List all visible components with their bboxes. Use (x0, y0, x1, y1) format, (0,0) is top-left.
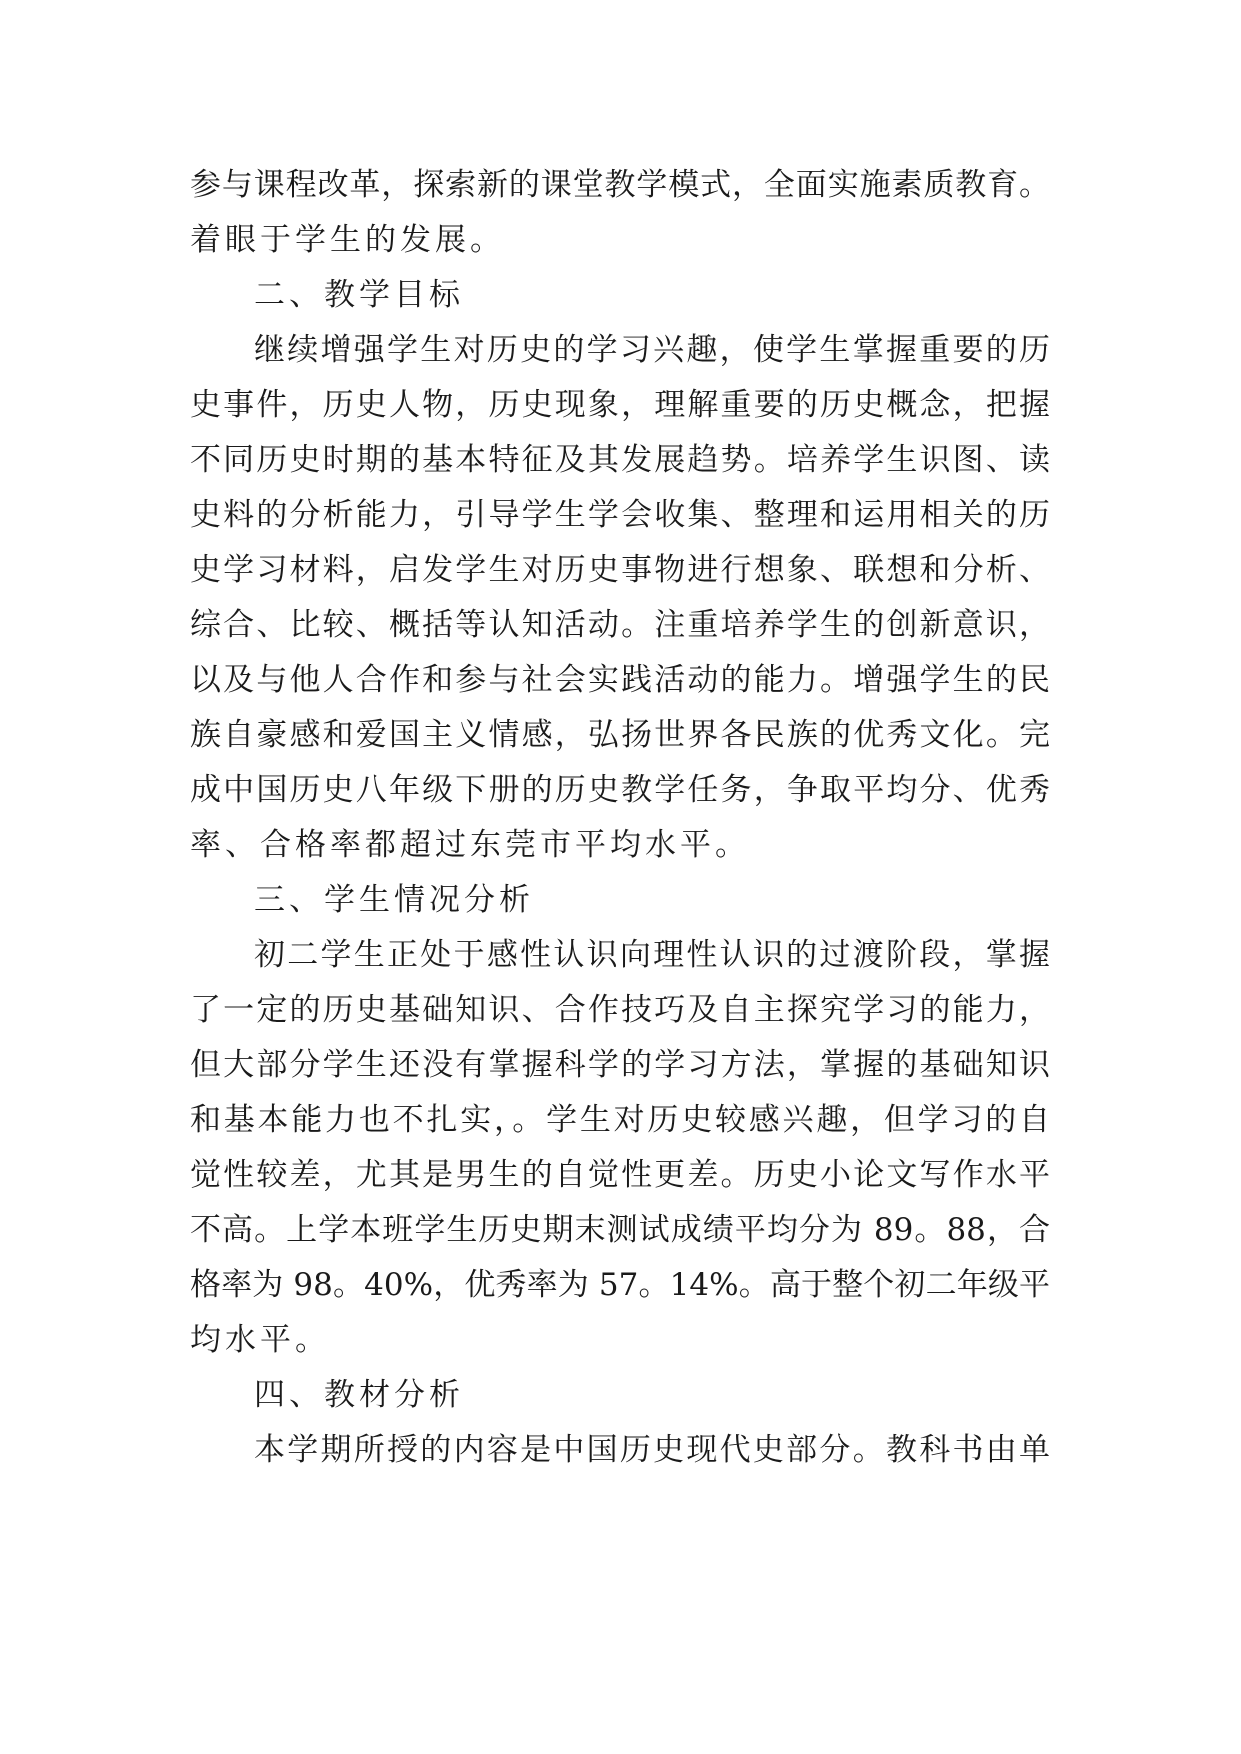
text-line: 史事件，历史人物，历史现象，理解重要的历史概念，把握 (190, 387, 1050, 423)
text-line: 成中国历史八年级下册的历史教学任务，争取平均分、优秀 (190, 772, 1050, 808)
text-line: 觉性较差，尤其是男生的自觉性更差。历史小论文写作水平 (190, 1157, 1050, 1193)
text-line: 本学期所授的内容是中国历史现代史部分。教科书由单 (254, 1432, 1050, 1468)
text-line: 格率为 98。40%，优秀率为 57。14%。高于整个初二年级平 (190, 1267, 1050, 1303)
text-line: 初二学生正处于感性认识向理性认识的过渡阶段，掌握 (254, 937, 1050, 973)
text-line: 以及与他人合作和参与社会实践活动的能力。增强学生的民 (190, 662, 1050, 698)
document-body (190, 158, 1050, 1478)
text-line: 了一定的历史基础知识、合作技巧及自主探究学习的能力， (190, 992, 1050, 1028)
text-line: 综合、比较、概括等认知活动。注重培养学生的创新意识， (190, 607, 1050, 643)
section-heading: 四、教材分析 (254, 1377, 464, 1413)
text-line: 均水平。 (190, 1322, 330, 1358)
text-line: 但大部分学生还没有掌握科学的学习方法，掌握的基础知识 (190, 1047, 1050, 1083)
text-line: 不高。上学本班学生历史期末测试成绩平均分为 89。88，合 (190, 1212, 1050, 1248)
text-line: 不同历史时期的基本特征及其发展趋势。培养学生识图、读 (190, 442, 1050, 478)
text-line: 参与课程改革，探索新的课堂教学模式，全面实施素质教育。 (190, 167, 1050, 203)
section-heading: 二、教学目标 (254, 277, 464, 313)
text-line: 率、合格率都超过东莞市平均水平。 (190, 827, 750, 863)
text-line: 族自豪感和爱国主义情感，弘扬世界各民族的优秀文化。完 (190, 717, 1050, 753)
section-heading: 三、学生情况分析 (254, 882, 534, 918)
text-line: 着眼于学生的发展。 (190, 222, 505, 258)
text-line: 继续增强学生对历史的学习兴趣，使学生掌握重要的历 (254, 332, 1050, 368)
text-line: 和基本能力也不扎实，。学生对历史较感兴趣，但学习的自 (190, 1102, 1050, 1138)
text-line: 史学习材料，启发学生对历史事物进行想象、联想和分析、 (190, 552, 1050, 588)
text-line: 史料的分析能力，引导学生学会收集、整理和运用相关的历 (190, 497, 1050, 533)
